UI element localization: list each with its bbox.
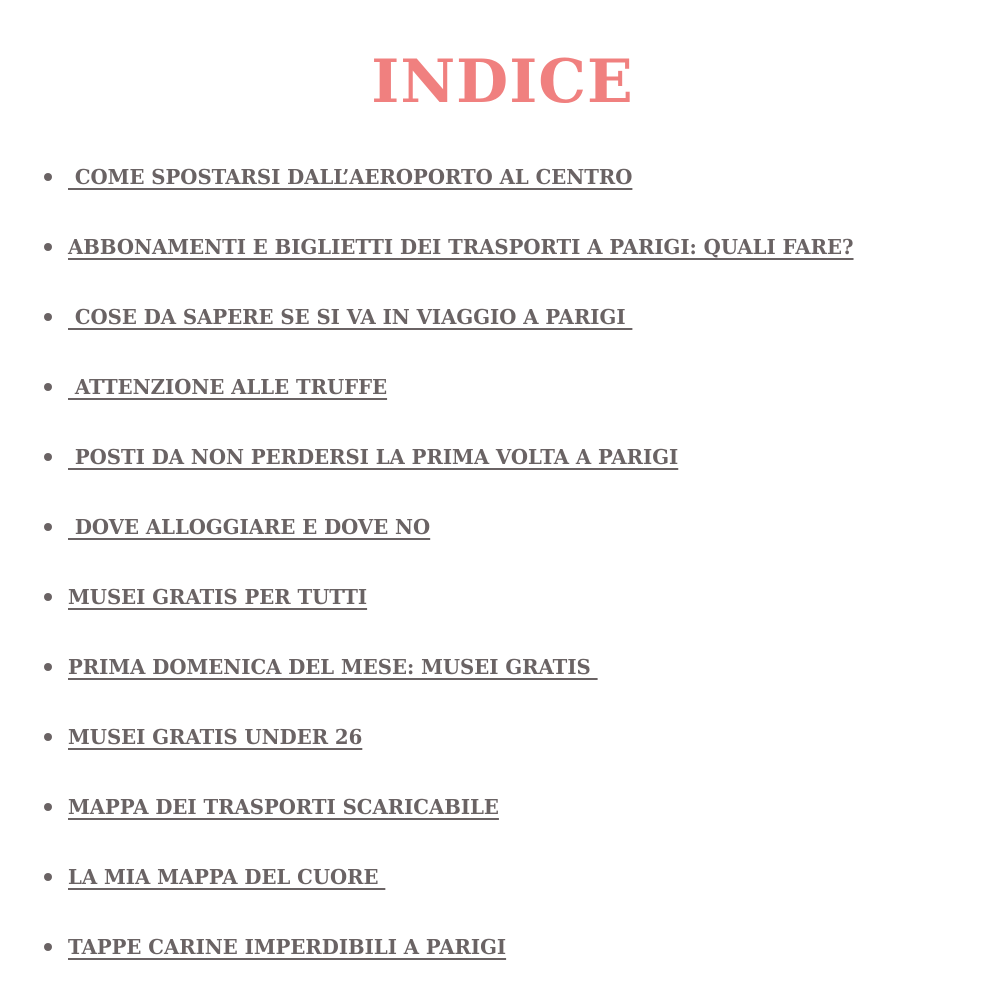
bullet-icon — [44, 593, 52, 601]
toc-link-mappa-trasporti[interactable]: MAPPA DEI TRASPORTI SCARICABILE — [68, 795, 499, 819]
bullet-icon — [44, 663, 52, 671]
bullet-icon — [44, 383, 52, 391]
toc-item-aeroporto — [0, 142, 1005, 212]
bullet-icon — [44, 523, 52, 531]
toc-link-musei-gratis[interactable]: MUSEI GRATIS PER TUTTI — [68, 585, 368, 609]
bullet-icon — [44, 873, 52, 881]
toc-link-mappa-cuore[interactable]: LA MIA MAPPA DEL CUORE — [68, 865, 386, 889]
toc-item-alloggiare — [0, 492, 1005, 562]
toc-item-truffe — [0, 352, 1005, 422]
page-title: INDICE — [371, 47, 634, 117]
bullet-icon — [44, 803, 52, 811]
toc-link-tappe-carine[interactable]: TAPPE CARINE IMPERDIBILI A PARIGI — [68, 935, 507, 959]
bullet-icon — [44, 453, 52, 461]
toc-item-abbonamenti — [0, 212, 1005, 282]
toc-item-cose-da-sapere — [0, 282, 1005, 352]
toc-item-tappe-carine — [0, 912, 1005, 982]
toc-link-alloggiare[interactable]: DOVE ALLOGGIARE E DOVE NO — [68, 515, 431, 539]
bullet-icon — [44, 173, 52, 181]
toc-link-abbonamenti[interactable]: ABBONAMENTI E BIGLIETTI DEI TRASPORTI A PARIGI: QUALI FARE? — [68, 235, 854, 259]
toc-link-under-26[interactable]: MUSEI GRATIS UNDER 26 — [68, 725, 363, 749]
toc-item-mappa-cuore — [0, 842, 1005, 912]
toc-item-under-26 — [0, 702, 1005, 772]
table-of-contents — [0, 142, 1005, 982]
toc-item-prima-domenica — [0, 632, 1005, 702]
bullet-icon — [44, 733, 52, 741]
toc-link-aeroporto[interactable]: COME SPOSTARSI DALL’AEROPORTO AL CENTRO — [68, 165, 633, 189]
toc-item-posti — [0, 422, 1005, 492]
toc-item-mappa-trasporti — [0, 772, 1005, 842]
toc-link-cose-da-sapere[interactable]: COSE DA SAPERE SE SI VA IN VIAGGIO A PARIGI — [68, 305, 633, 329]
bullet-icon — [44, 313, 52, 321]
toc-link-truffe[interactable]: ATTENZIONE ALLE TRUFFE — [68, 375, 388, 399]
toc-link-prima-domenica[interactable]: PRIMA DOMENICA DEL MESE: MUSEI GRATIS — [68, 655, 598, 679]
bullet-icon — [44, 943, 52, 951]
toc-item-musei-gratis — [0, 562, 1005, 632]
bullet-icon — [44, 243, 52, 251]
toc-link-posti[interactable]: POSTI DA NON PERDERSI LA PRIMA VOLTA A PARIGI — [68, 445, 679, 469]
